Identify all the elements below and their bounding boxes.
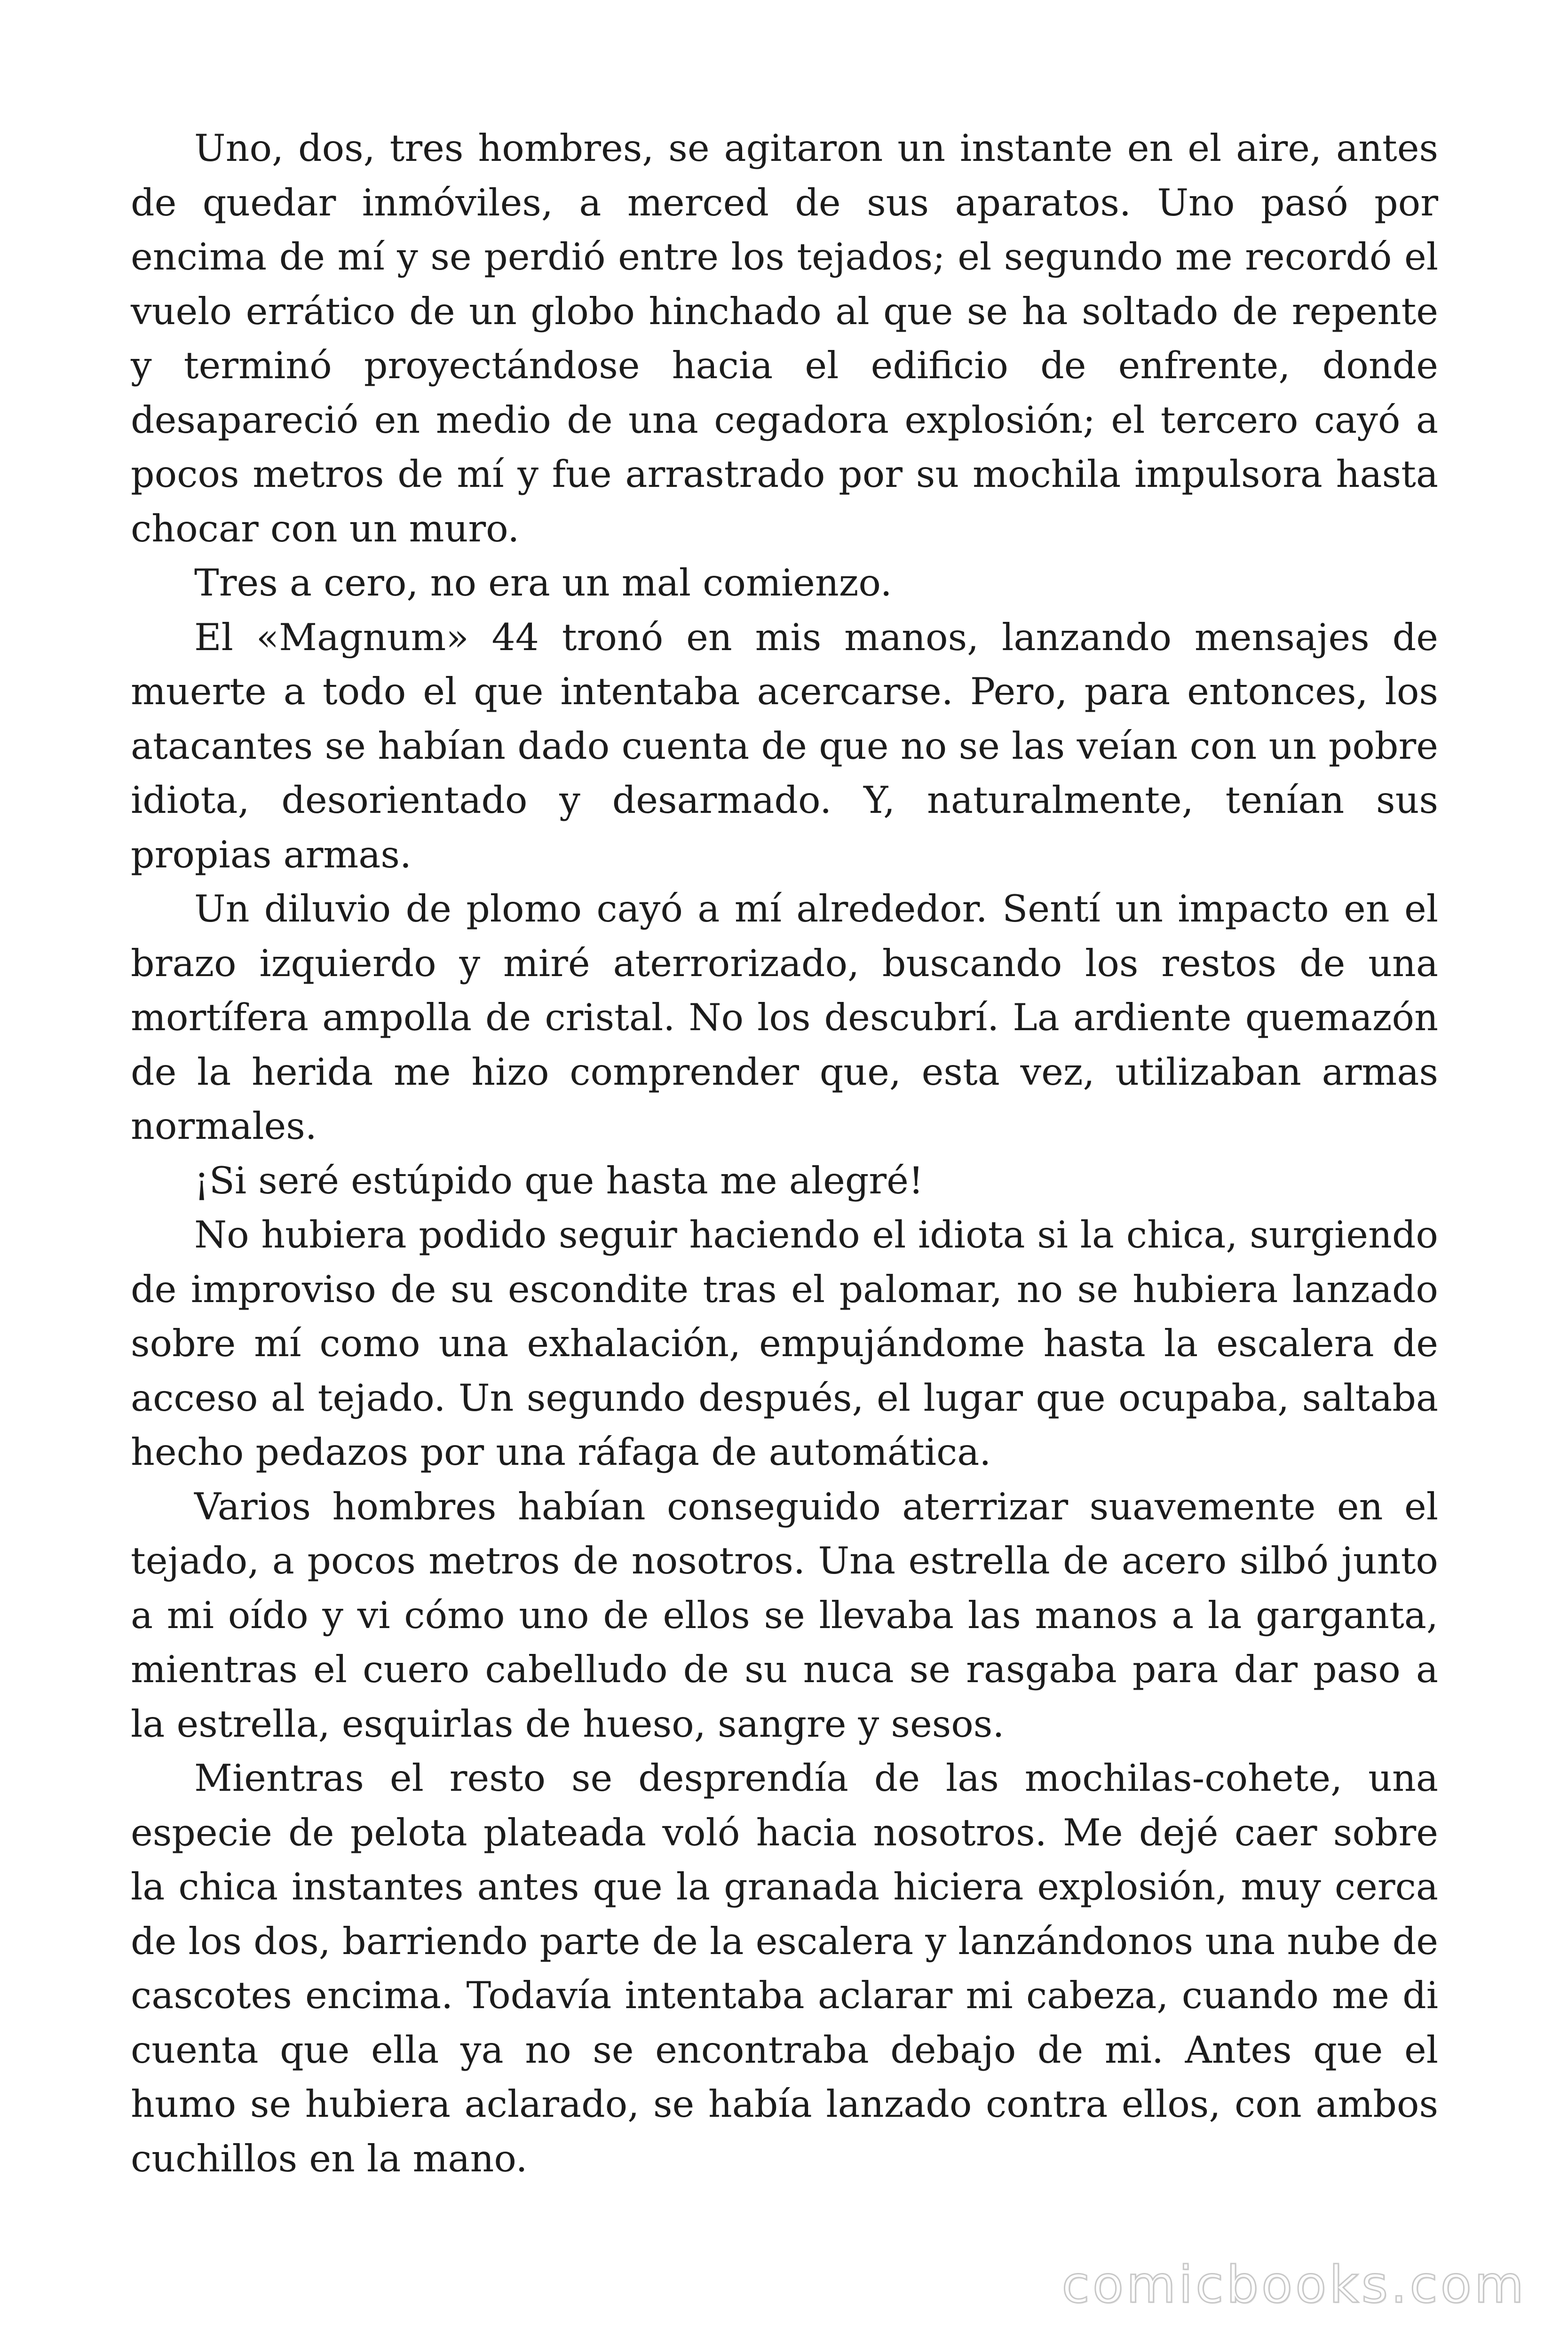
paragraph-2: Tres a cero, no era un mal comienzo. bbox=[194, 561, 892, 604]
paragraph-8: Mientras el resto se desprendía de las mochilas-cohete, una especie de pelota plateada voló hacia nosotros. Me dejé caer sobre la chica instantes antes que la granada hiciera explosión, muy cerca de los dos, barriendo parte de la escalera y lanzándonos una nube de cascotes encima. Todavía intentaba aclarar mi cabeza, cuando me di cuenta que ella ya no se encontraba debajo de mi. Antes que el humo se hubiera aclarado, se había lanzado contra ellos, con ambos cuchillos en la mano. bbox=[131, 1756, 1438, 2180]
page-body bbox=[131, 121, 1438, 2186]
paragraph-5: ¡Si seré estúpido que hasta me alegré! bbox=[194, 1159, 924, 1202]
paragraph-3: El «Magnum» 44 tronó en mis manos, lanzando mensajes de muerte a todo el que intentaba acercarse. Pero, para entonces, los atacantes se habían dado cuenta de que no se las veían con un pobre idiota, desorientado y desarmado. Y, naturalmente, tenían sus propias armas. bbox=[131, 615, 1438, 876]
watermark: comicbooks.com bbox=[1061, 2256, 1527, 2314]
paragraph-4: Un diluvio de plomo cayó a mí alrededor. Sentí un impacto en el brazo izquierdo y miré aterrorizado, buscando los restos de una mortífera ampolla de cristal. No los descubrí. La ardiente quemazón de la herida me hizo comprender que, esta vez, utilizaban armas normales. bbox=[131, 887, 1438, 1148]
paragraph-7: Varios hombres habían conseguido aterrizar suavemente en el tejado, a pocos metros de nosotros. Una estrella de acero silbó junto a mi oído y vi cómo uno de ellos se llevaba las manos a la garganta, mientras el cuero cabelludo de su nuca se rasgaba para dar paso a la estrella, esquirlas de hueso, sangre y sesos. bbox=[131, 1485, 1438, 1746]
paragraph-6: No hubiera podido seguir haciendo el idiota si la chica, surgiendo de improviso de su escondite tras el palomar, no se hubiera lanzado sobre mí como una exhalación, empujándome hasta la escalera de acceso al tejado. Un segundo después, el lugar que ocupaba, saltaba hecho pedazos por una ráfaga de automática. bbox=[131, 1213, 1438, 1474]
paragraph-1: Uno, dos, tres hombres, se agitaron un instante en el aire, antes de quedar inmóviles, a merced de sus aparatos. Uno pasó por encima de mí y se perdió entre los tejados; el segundo me recordó el vuelo errático de un globo hinchado al que se ha soltado de repente y terminó proyectándose hacia el edificio de enfrente, donde desapareció en medio de una cegadora explosión; el tercero cayó a pocos metros de mí y fue arrastrado por su mochila impulsora hasta chocar con un muro. bbox=[131, 127, 1438, 550]
